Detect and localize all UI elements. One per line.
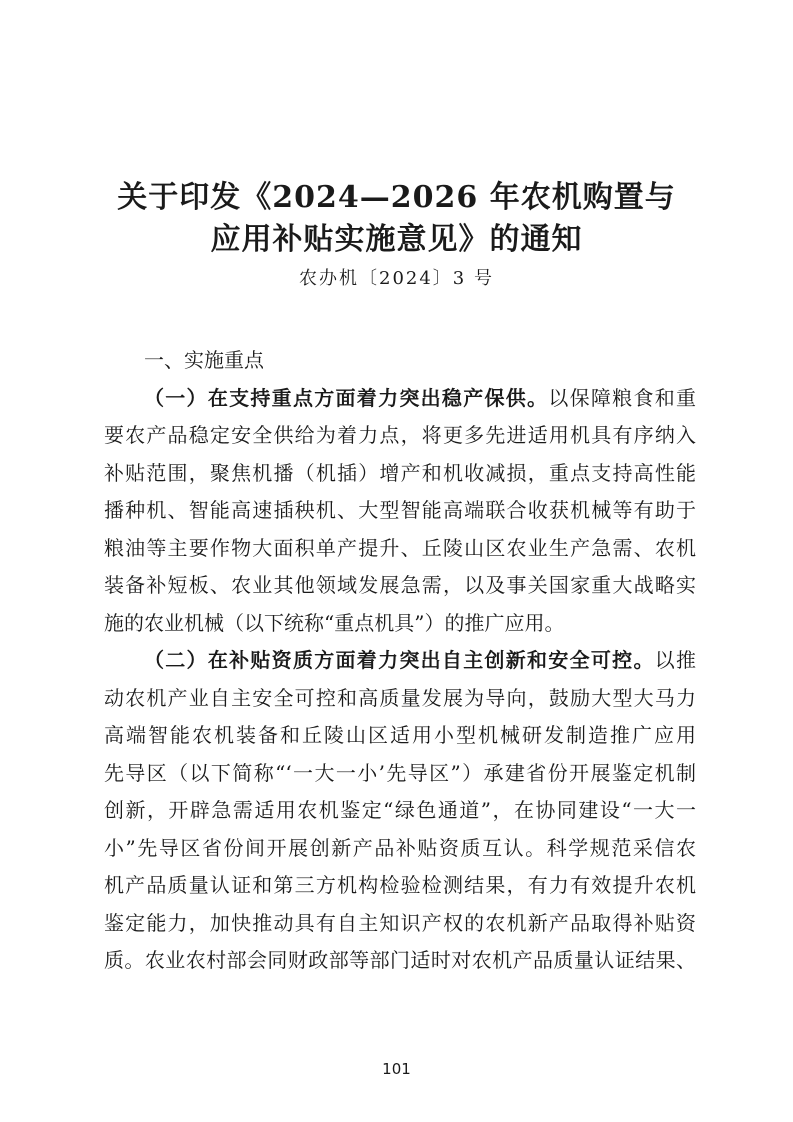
paragraph-2-line-1 [104, 642, 696, 680]
paragraph-2-bold-lead: （二）在补贴资质方面着力突出自主创新和安全可控。 [144, 648, 655, 672]
paragraph-2-line-6: 小”先导区省份间开展创新产品补贴资质互认。科学规范采信农 [104, 835, 696, 860]
paragraph-1-line-5: 粮油等主要作物大面积单产提升、丘陵山区农业生产急需、农机 [104, 535, 696, 560]
document-title-line-1: 关于印发《2024—2026 年农机购置与 [117, 180, 676, 215]
paragraph-2-text: 以推 [654, 648, 697, 672]
paragraph-1-line-1 [104, 380, 696, 418]
section-heading: 一、实施重点 [144, 348, 264, 372]
paragraph-1-line-6: 装备补短板、农业其他领域发展急需，以及事关国家重大战略实 [104, 573, 696, 597]
paragraph-2-line-7: 机产品质量认证和第三方机构检验检测结果，有力有效提升农机 [104, 873, 696, 897]
paragraph-1-bold-lead: （一）在支持重点方面着力突出稳产保供。 [144, 385, 549, 410]
paragraph-2-line-8: 鉴定能力，加快推动具有自主知识产权的农机新产品取得补贴资 [104, 910, 696, 935]
paragraph-2-line-5: 创新，开辟急需适用农机鉴定“绿色通道”，在协同建设“一大一 [104, 798, 696, 822]
document-body [104, 342, 696, 980]
paragraph-2-line-9: 质。农业农村部会同财政部等部门适时对农机产品质量认证结果、 [104, 948, 696, 972]
document-title-line-2: 应用补贴实施意见》的通知 [210, 222, 583, 257]
paragraph-1-line-4: 播种机、智能高速插秧机、大型智能高端联合收获机械等有助于 [104, 498, 696, 522]
paragraph-2-line-2: 动农机产业自主安全可控和高质量发展为导向，鼓励大型大马力 [104, 685, 696, 710]
paragraph-1-line-7: 施的农业机械（以下统称“重点机具”）的推广应用。 [104, 610, 565, 635]
document-number: 农办机〔2024〕3 号 [299, 268, 494, 289]
paragraph-2-line-3: 高端智能农机装备和丘陵山区适用小型机械研发制造推广应用 [104, 723, 696, 747]
paragraph-1-line-2: 要农产品稳定安全供给为着力点，将更多先进适用机具有序纳入 [104, 423, 696, 447]
paragraph-2-line-4: 先导区（以下简称“‘一大一小’先导区”）承建省份开展鉴定机制 [104, 760, 696, 785]
page-number: 101 [382, 1060, 411, 1078]
paragraph-1-text: 以保障粮食和重 [548, 385, 697, 410]
paragraph-1-line-3: 补贴范围，聚焦机播（机插）增产和机收减损，重点支持高性能 [104, 460, 696, 485]
